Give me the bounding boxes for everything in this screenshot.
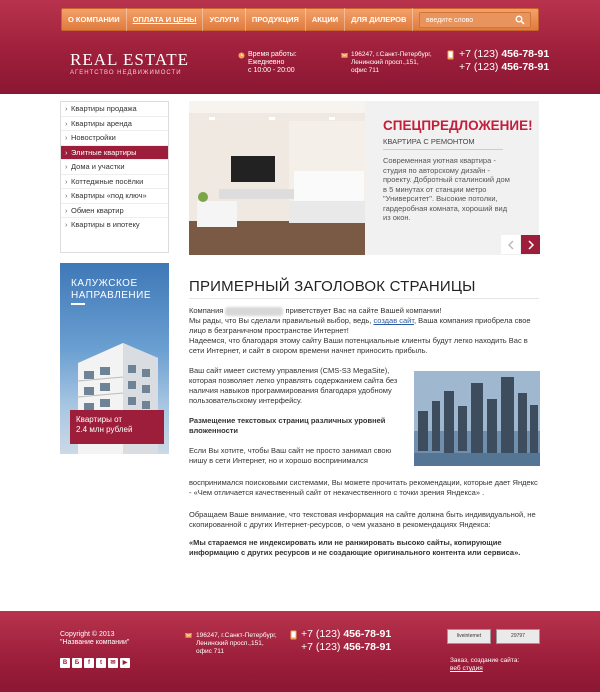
phone-icon (290, 630, 297, 640)
yandex-quote: «Мы стараемся не индексировать или не ранжировать высоко сайты, копирующие информацию с других ресурсов и не создающие оригинального контента или сервиса». (189, 538, 521, 557)
cms-paragraph: Ваш сайт имеет систему управления (CMS-S3 MegaSite), которая позволяет легко управлять содержанием сайта без наличия навыков программирования благодаря удобному пользовательскому интерфейсу. (189, 366, 398, 405)
mail-icon[interactable]: ✉ (108, 658, 118, 668)
sidebar-item-new-buildings[interactable]: › Новостройки (61, 131, 168, 146)
sidebar-item-elite[interactable]: › Элитные квартиры (61, 146, 168, 161)
sidebar-item-houses[interactable]: › Дома и участки (61, 160, 168, 175)
search-icon[interactable] (515, 15, 525, 25)
chevron-left-icon (507, 240, 515, 250)
work-hours: Время работы: Ежедневно с 10:00 - 20:00 (248, 51, 297, 74)
sidebar-menu (60, 101, 169, 253)
liveinternet-counter[interactable]: liveinternet (447, 629, 491, 644)
slide-text: Современная уютная квартира - студия по авторскому дизайн - проекту. Добротный сталинский дом в 5 минутах от станции метро "Университет". Высокие потолки, гардеробная комната, хороший вид из окон. (383, 156, 510, 222)
sidebar-item-cottages[interactable]: › Коттеджные посёлки (61, 175, 168, 190)
header-address: 196247, г.Санкт-Петербург, Ленинский просп.,151, офис 711 (351, 51, 432, 74)
intro-paragraph: Компания приветствует Вас на сайте Вашей компании! Мы рады, что Вы сделали правильный выбор, ведь, создав сайт, Ваша компания приобрела свое лицо в безграничном пространстве Интернет! Надеемся, что благодаря этому сайту Ваши потенциальные клиенты будут легко находить Вас в сети Интернет, и сайт в скором времени начнет приносить прибыль. (189, 306, 531, 355)
sidebar-item-rent[interactable]: › Квартиры аренда (61, 117, 168, 132)
studio-credit: Заказ, создание сайта: веб студия (450, 657, 520, 672)
logo[interactable]: REAL ESTATE (70, 50, 190, 69)
page-title: ПРИМЕРНЫЙ ЗАГОЛОВОК СТРАНИЦЫ (189, 278, 476, 295)
clock-icon (238, 52, 245, 59)
section-heading: Размещение текстовых страниц различных уровней вложенности (189, 416, 386, 435)
create-site-link[interactable]: создав сайт (373, 316, 414, 325)
notice-paragraph: Обращаем Ваше внимание, что текстовая информация на сайте должна быть индивидуальной, не скопированной с других Интернет-ресурсов, о чем указано в рекомендациях Яндекса: (189, 510, 536, 529)
top-nav (61, 8, 539, 31)
vk-icon[interactable]: В (60, 658, 70, 668)
youtube-icon[interactable]: ▶ (120, 658, 130, 668)
sidebar-item-turnkey[interactable]: › Квартиры «под ключ» (61, 189, 168, 204)
sidebar-item-mortgage[interactable]: › Квартиры в ипотеку (61, 218, 168, 233)
visit-counter[interactable]: 29797 (496, 629, 540, 644)
banner-title: КАЛУЖСКОЕ НАПРАВЛЕНИЕ (71, 278, 152, 301)
main-content (189, 306, 539, 565)
footer-phones: +7 (123) 456-78-91 +7 (123) 456-78-91 (301, 628, 392, 653)
nav-item-promos[interactable]: АКЦИИ (306, 8, 345, 31)
nav-item-about[interactable]: О КОМПАНИИ (62, 8, 127, 31)
nav-item-products[interactable]: ПРОДУКЦИЯ (246, 8, 306, 31)
logo-subtitle: АГЕНТСТВО НЕДВИЖИМОСТИ (70, 70, 182, 76)
seo-paragraph: Если Вы хотите, чтобы Ваш сайт не просто занимал свою нишу в сети Интернет, но и хорошо воспринимался (189, 446, 392, 465)
banner-price: Квартиры от 2.4 млн рублей (70, 410, 164, 444)
nav-item-services[interactable]: УСЛУГИ (203, 8, 245, 31)
facebook-icon[interactable]: f (84, 658, 94, 668)
nav-item-payment[interactable]: ОПЛАТА И ЦЕНЫ (127, 8, 204, 31)
slider-next-button[interactable] (521, 235, 540, 254)
chevron-right-icon (527, 240, 535, 250)
nav-item-dealers[interactable]: ДЛЯ ДИЛЕРОВ (345, 8, 413, 31)
search-input[interactable] (420, 13, 510, 27)
slide-title: СПЕЦПРЕДЛОЖЕНИЕ! (383, 118, 533, 133)
footer (0, 611, 600, 692)
phone-icon (447, 50, 454, 60)
search-box (419, 12, 531, 28)
envelope-icon (341, 52, 348, 59)
social-links (60, 658, 130, 668)
banner-divider (71, 303, 85, 305)
studio-link[interactable]: веб студия (450, 665, 483, 672)
slide-subtitle: КВАРТИРА С РЕМОНТОМ (383, 137, 475, 146)
copyright: Copyright © 2013 "Название компании" (60, 631, 130, 646)
sidebar-item-exchange[interactable]: › Обмен квартир (61, 204, 168, 219)
header-phones: +7 (123) 456-78-91 +7 (123) 456-78-91 (459, 48, 550, 73)
envelope-icon (185, 632, 192, 639)
sidebar-item-sale[interactable]: › Квартиры продажа (61, 102, 168, 117)
blog-icon[interactable]: Б (72, 658, 82, 668)
twitter-icon[interactable]: t (96, 658, 106, 668)
footer-address: 196247, г.Санкт-Петербург, Ленинский просп.,151, офис 711 (196, 632, 277, 655)
slider-prev-button[interactable] (501, 235, 520, 254)
slide-divider (383, 149, 503, 150)
apartment-image (189, 101, 365, 255)
special-offer-slider (189, 101, 539, 255)
company-name-blur (225, 307, 283, 316)
title-divider (189, 298, 539, 299)
header (0, 0, 600, 94)
promo-banner[interactable] (60, 263, 169, 454)
yandex-paragraph: воспринимался поисковыми системами, Вы можете прочитать рекомендации, которые дает Яндекс - «Чем отличается качественный сайт от некачественного с точки зрения Яндекса» . (189, 478, 538, 497)
